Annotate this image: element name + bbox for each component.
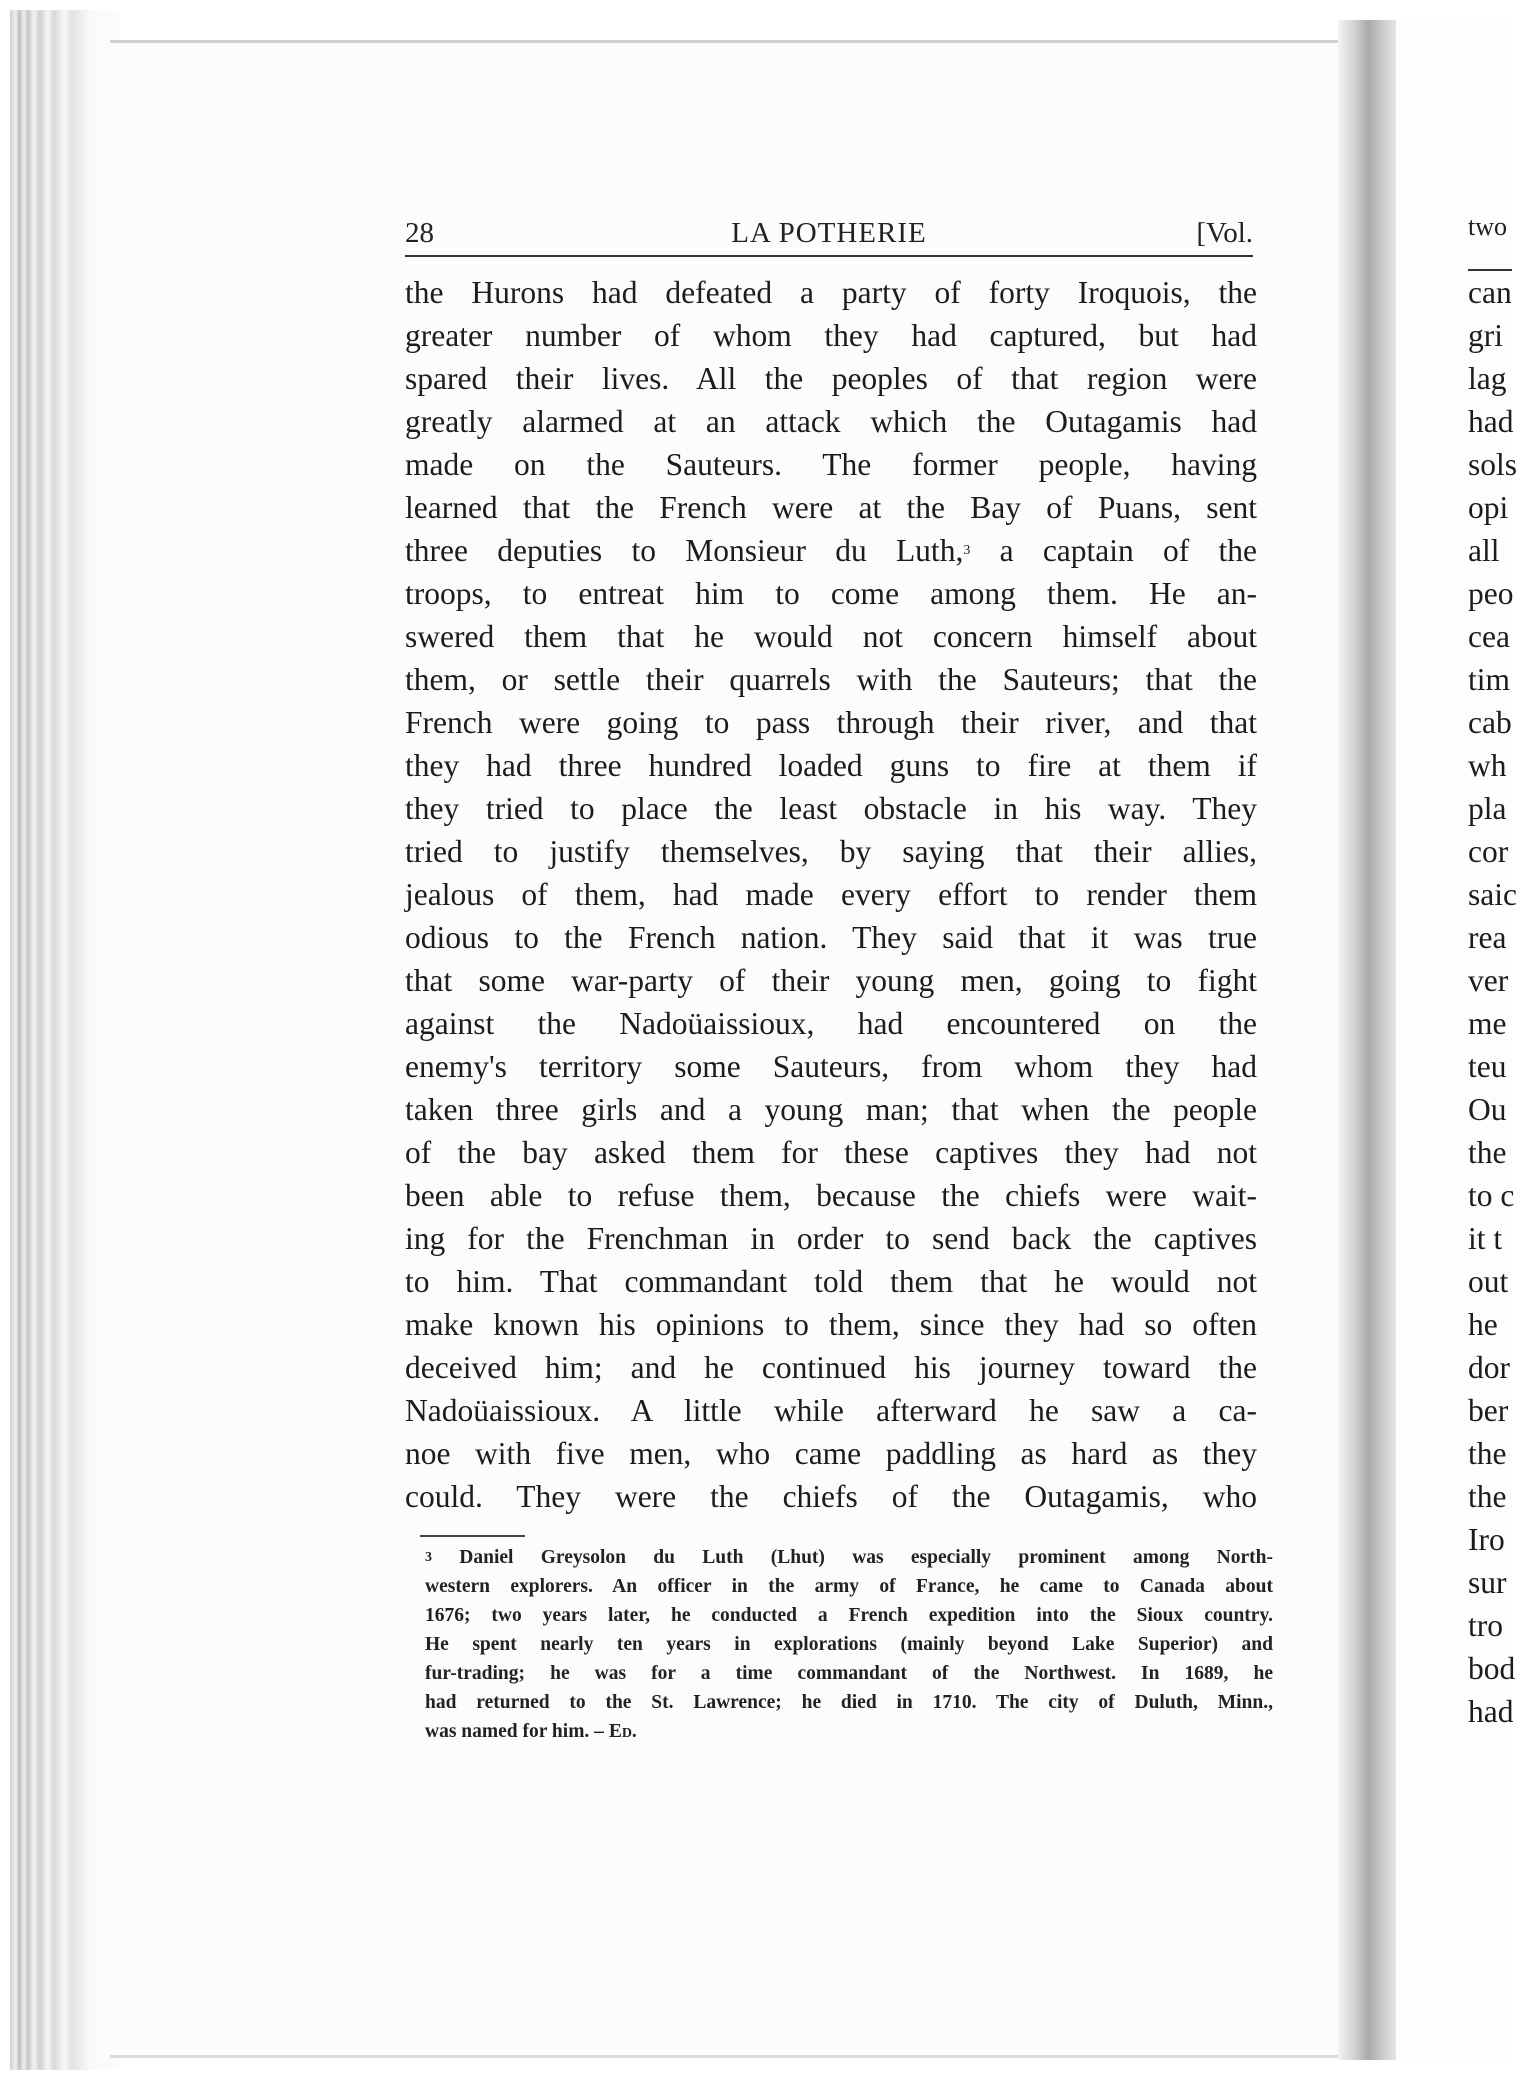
facing-line-fragment: me [1468, 1006, 1507, 1041]
text-line: swered them that he would not concern himself about [405, 619, 1257, 654]
footnote-line: He spent nearly ten years in explorations (mainly beyond Lake Superior) and [425, 1634, 1273, 1655]
facing-line-fragment: rea [1468, 920, 1507, 955]
page-edges [10, 10, 120, 2070]
text-line: that some war-party of their young men, going to fight [405, 963, 1257, 998]
text-line: spared their lives. All the peoples of that region were [405, 361, 1257, 396]
facing-line-fragment: Iro [1468, 1522, 1505, 1557]
running-title: LA POTHERIE [731, 217, 927, 249]
text-line: them, or settle their quarrels with the Sauteurs; that the [405, 662, 1257, 697]
text-line-with-footnote-ref [405, 529, 1257, 572]
facing-line-fragment: tim [1468, 662, 1511, 697]
text-line: made on the Sauteurs. The former people, having [405, 447, 1257, 482]
page-number: 28 [405, 217, 434, 249]
main-text [405, 271, 1257, 1518]
text-line: against the Nadoüaissioux, had encountered on the [405, 1006, 1257, 1041]
facing-line-fragment: tro [1468, 1608, 1503, 1643]
text-line: Nadoüaissioux. A little while afterward he saw a ca- [405, 1393, 1257, 1428]
text-line: of the bay asked them for these captives they had not [405, 1135, 1257, 1170]
text-line: troops, to entreat him to come among them. He an- [405, 576, 1257, 611]
facing-line-fragment: bod [1468, 1651, 1516, 1686]
text-line: greatly alarmed at an attack which the Outagamis had [405, 404, 1257, 439]
text-line: learned that the French were at the Bay of Puans, sent [405, 490, 1257, 525]
facing-line-fragment: all [1468, 533, 1500, 568]
footnote-marker: 3 [425, 1550, 432, 1565]
facing-line-fragment: cea [1468, 619, 1510, 654]
facing-line-fragment: cab [1468, 705, 1512, 740]
text-line: to him. That commandant told them that he would not [405, 1264, 1257, 1299]
text-line: tried to justify themselves, by saying that their allies, [405, 834, 1257, 869]
facing-line-fragment: gri [1468, 318, 1503, 353]
facing-line-fragment: pla [1468, 791, 1507, 826]
footnote-line: had returned to the St. Lawrence; he died in 1710. The city of Duluth, Minn., [425, 1692, 1273, 1713]
text-segment: a captain of the [970, 533, 1257, 568]
facing-line-fragment: the [1468, 1436, 1507, 1471]
text-line: enemy's territory some Sauteurs, from whom they had [405, 1049, 1257, 1084]
facing-line-fragment: cor [1468, 834, 1509, 869]
facing-page-text [1468, 212, 1517, 1733]
editor-mark: Ed. [608, 1721, 637, 1742]
footnote-text: was named for him. – [425, 1721, 609, 1742]
facing-line-fragment: to c [1468, 1178, 1515, 1213]
facing-line-fragment: sols [1468, 447, 1517, 482]
text-line: jealous of them, had made every effort to render them [405, 877, 1257, 912]
footnote-text: Daniel Greysolon du Luth (Lhut) was especially prominent among North- [432, 1547, 1273, 1568]
text-line: the Hurons had defeated a party of forty Iroquois, the [405, 275, 1257, 310]
footnote-reference[interactable]: 3 [963, 543, 971, 558]
text-line: deceived him; and he continued his journey toward the [405, 1350, 1257, 1385]
facing-line-fragment: the [1468, 1479, 1507, 1514]
text-line: French were going to pass through their river, and that [405, 705, 1257, 740]
footnote-rule [420, 1535, 525, 1537]
facing-line-fragment: lag [1468, 361, 1507, 396]
facing-line-fragment: ver [1468, 963, 1509, 998]
book-gutter [1338, 20, 1398, 2060]
footnote-line: 1676; two years later, he conducted a French expedition into the Sioux country. [425, 1605, 1273, 1626]
volume-label: [Vol. [1196, 217, 1253, 249]
facing-header-fragment: two [1468, 212, 1512, 271]
facing-line-fragment: the [1468, 1135, 1507, 1170]
text-line: ing for the Frenchman in order to send back the captives [405, 1221, 1257, 1256]
text-line: they had three hundred loaded guns to fire at them if [405, 748, 1257, 783]
text-line: noe with five men, who came paddling as hard as they [405, 1436, 1257, 1471]
facing-line-fragment: had [1468, 1694, 1514, 1729]
facing-line-fragment: had [1468, 404, 1514, 439]
facing-line-fragment: saic [1468, 877, 1517, 912]
facing-line-fragment: can [1468, 275, 1512, 310]
text-line: odious to the French nation. They said that it was true [405, 920, 1257, 955]
footnote-line [425, 1543, 1273, 1572]
text-line: could. They were the chiefs of the Outagamis, who [405, 1479, 1257, 1514]
facing-line-fragment: ber [1468, 1393, 1509, 1428]
text-segment: three deputies to Monsieur du Luth, [405, 533, 964, 568]
text-line: make known his opinions to them, since they had so often [405, 1307, 1257, 1342]
running-header [405, 215, 1253, 257]
text-line: greater number of whom they had captured, but had [405, 318, 1257, 353]
facing-line-fragment: out [1468, 1264, 1509, 1299]
text-line: taken three girls and a young man; that when the people [405, 1092, 1257, 1127]
facing-line-fragment: peo [1468, 576, 1514, 611]
facing-line-fragment: he [1468, 1307, 1498, 1342]
facing-line-fragment: it t [1468, 1221, 1503, 1256]
facing-line-fragment: wh [1468, 748, 1507, 783]
footnote-line [425, 1717, 1273, 1746]
footnote-line: fur-trading; he was for a time commandant of the Northwest. In 1689, he [425, 1663, 1273, 1684]
facing-line-fragment: opi [1468, 490, 1509, 525]
footnote [425, 1543, 1273, 1746]
facing-line-fragment: teu [1468, 1049, 1507, 1084]
text-line: been able to refuse them, because the chiefs were wait- [405, 1178, 1257, 1213]
footnote-line: western explorers. An officer in the army of France, he came to Canada about [425, 1576, 1273, 1597]
facing-line-fragment: sur [1468, 1565, 1507, 1600]
facing-line-fragment: Ou [1468, 1092, 1507, 1127]
facing-line-fragment: dor [1468, 1350, 1510, 1385]
text-line: they tried to place the least obstacle in his way. They [405, 791, 1257, 826]
